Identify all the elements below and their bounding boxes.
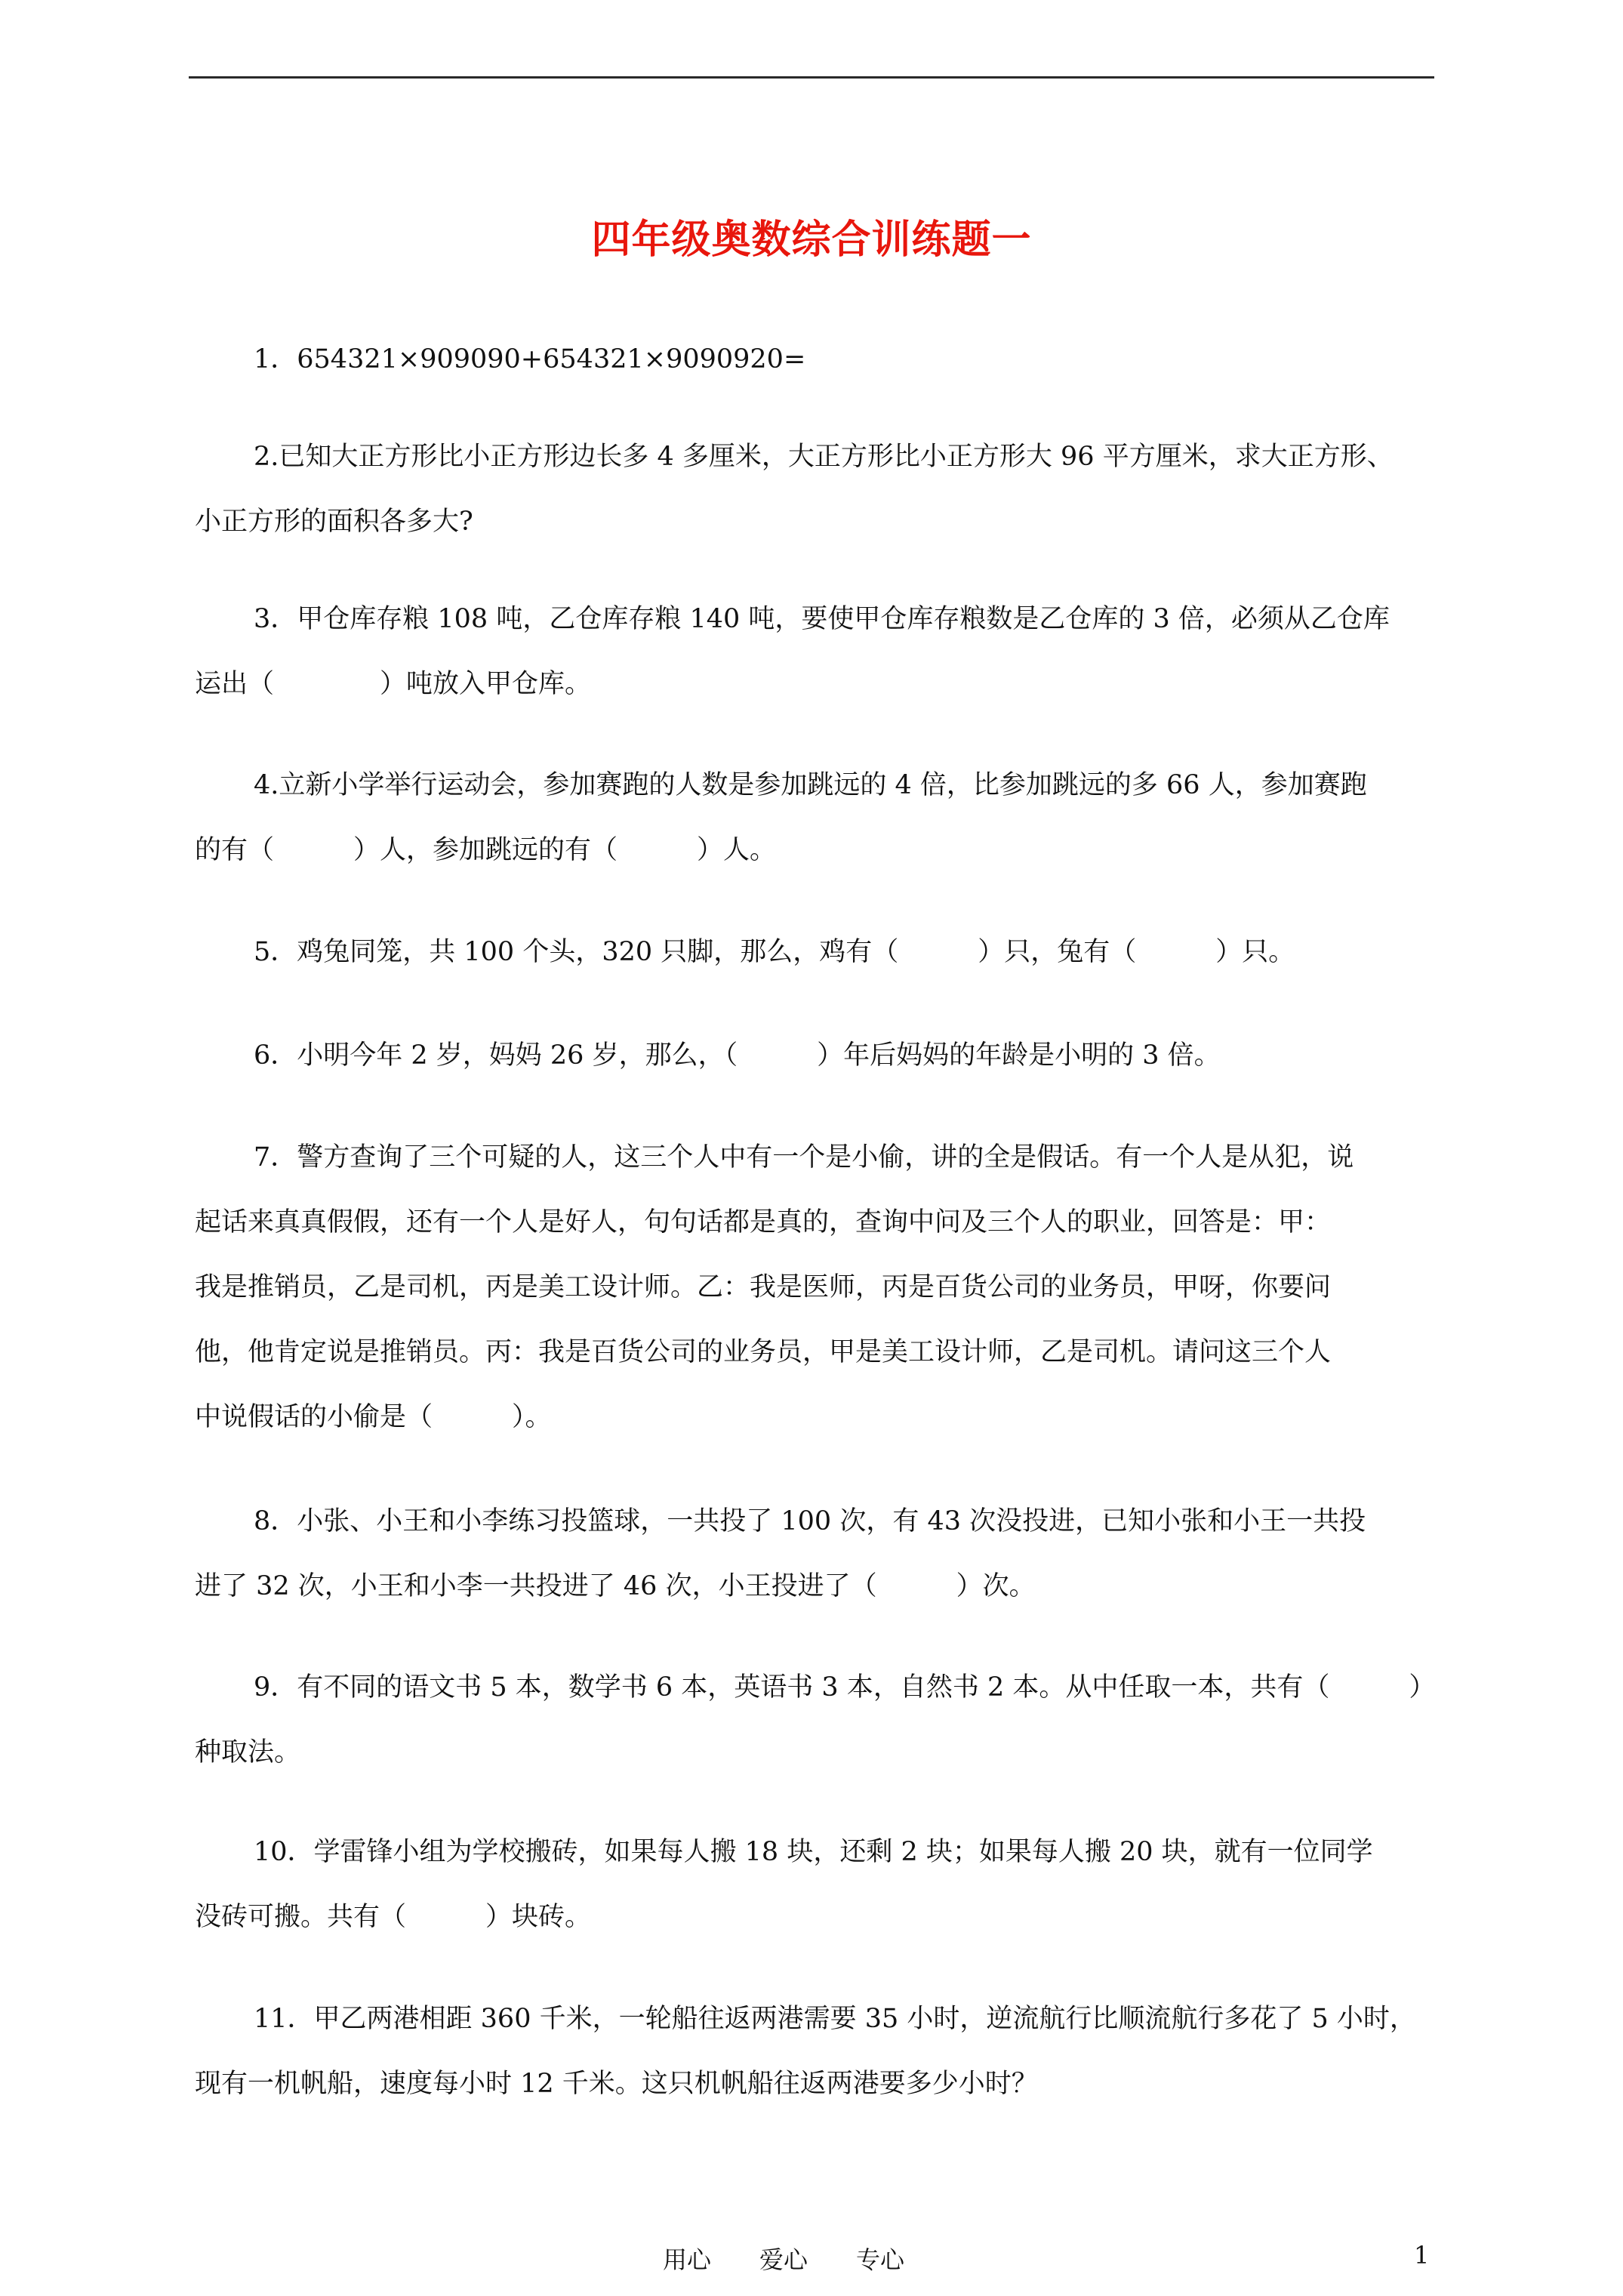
question-line: 的有（ ）人，参加跳远的有（ ）人。 (195, 835, 777, 865)
page-number: 1 (1414, 2241, 1430, 2270)
question-line: 5．鸡兔同笼，共 100 个头，320 只脚，那么，鸡有（ ）只，兔有（ ）只。 (254, 937, 1295, 967)
question-line: 我是推销员，乙是司机，丙是美工设计师。乙：我是医师，丙是百货公司的业务员，甲呀，你要问 (195, 1272, 1332, 1302)
question-line: 9．有不同的语文书 5 本，数学书 6 本，英语书 3 本，自然书 2 本。从中任取一本，共有（ ） (254, 1672, 1436, 1703)
question-line: 3．甲仓库存粮 108 吨，乙仓库存粮 140 吨，要使甲仓库存粮数是乙仓库的 3 倍，必须从乙仓库 (254, 604, 1390, 634)
question-line: 现有一机帆船，速度每小时 12 千米。这只机帆船往返两港要多少小时？ (195, 2069, 1038, 2099)
question-line: 10．学雷锋小组为学校搬砖，如果每人搬 18 块，还剩 2 块；如果每人搬 20 块，就有一位同学 (254, 1837, 1373, 1867)
question-6 (195, 1023, 1433, 1088)
header-rule (189, 76, 1434, 79)
question-10 (195, 1820, 1433, 1949)
question-line: 4.立新小学举行运动会，参加赛跑的人数是参加跳远的 4 倍，比参加跳远的多 66 人，参加赛跑 (254, 770, 1367, 800)
question-8 (195, 1489, 1433, 1619)
question-line: 1．654321×909090+654321×9090920= (254, 344, 806, 374)
question-line: 中说假话的小偷是（ ）。 (195, 1402, 552, 1432)
question-line: 种取法。 (195, 1737, 301, 1767)
question-line: 没砖可搬。共有（ ）块砖。 (195, 1902, 592, 1932)
question-5 (195, 920, 1433, 985)
question-line: 进了 32 次，小王和小李一共投进了 46 次，小王投进了（ ）次。 (195, 1571, 1036, 1601)
question-1 (195, 327, 1433, 392)
question-line: 他，他肯定说是推销员。丙：我是百货公司的业务员，甲是美工设计师，乙是司机。请问这三个人 (195, 1337, 1332, 1367)
question-line: 6．小明今年 2 岁，妈妈 26 岁，那么，（ ）年后妈妈的年龄是小明的 3 倍。 (254, 1040, 1221, 1071)
question-11 (195, 1986, 1433, 2116)
question-9 (195, 1655, 1436, 1785)
question-line: 7．警方查询了三个可疑的人，这三个人中有一个是小偷，讲的全是假话。有一个人是从犯，说 (254, 1142, 1354, 1173)
question-line: 运出（ ）吨放入甲仓库。 (195, 669, 592, 699)
question-line: 2.已知大正方形比小正方形边长多 4 多厘米，大正方形比小正方形大 96 平方厘米，求大正方形、 (254, 442, 1394, 472)
footer-mottos: 用心 爱心 专心 (663, 2245, 905, 2274)
question-3 (195, 587, 1433, 717)
question-7 (195, 1125, 1433, 1450)
question-2 (195, 424, 1433, 554)
question-line: 11．甲乙两港相距 360 千米，一轮船往返两港需要 35 小时，逆流航行比顺流航行多花了 5 小时， (254, 2004, 1416, 2034)
question-line: 起话来真真假假，还有一个人是好人，句句话都是真的，查询中问及三个人的职业，回答是：甲： (195, 1207, 1332, 1237)
document-title: 四年级奥数综合训练题一 (591, 217, 1032, 263)
question-4 (195, 753, 1433, 883)
question-line: 8．小张、小王和小李练习投篮球，一共投了 100 次，有 43 次没投进，已知小张和小王一共投 (254, 1506, 1366, 1536)
question-line: 小正方形的面积各多大? (195, 507, 473, 537)
